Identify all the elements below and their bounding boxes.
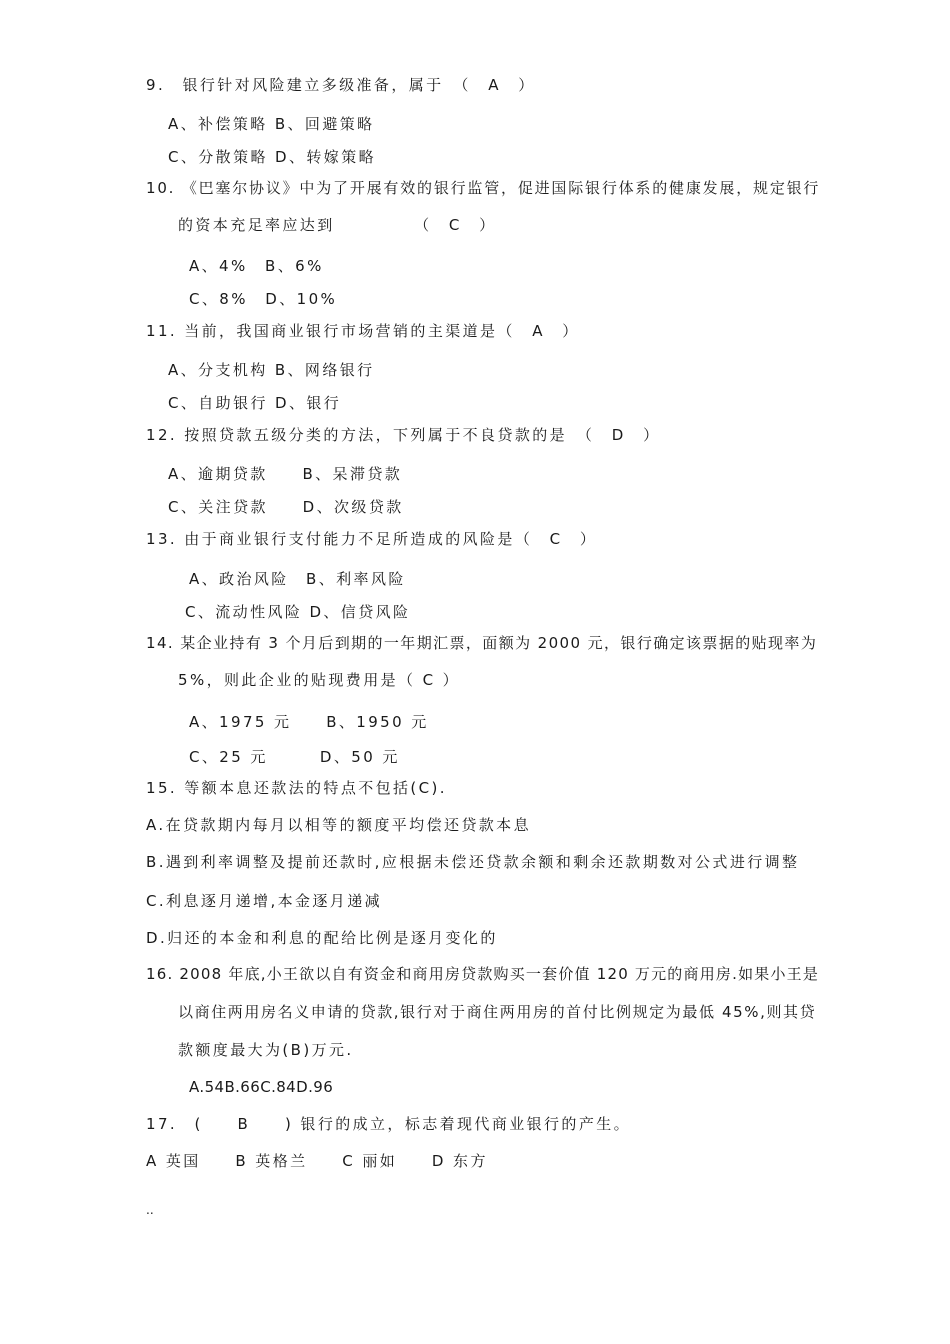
q9-options-cd: C、分散策略 D、转嫁策略 — [168, 148, 376, 166]
question-12: 12. 按照贷款五级分类的方法，下列属于不良贷款的是 （ D ） — [146, 426, 661, 444]
q12-options-cd: C、关注贷款 D、次级贷款 — [168, 498, 404, 516]
question-14: 14. 某企业持有 3 个月后到期的一年期汇票，面额为 2000 元，银行确定该票据的贴现率为 — [146, 634, 818, 652]
q15-option-c: C.利息逐月递增,本金逐月递减 — [146, 892, 383, 910]
q13-options-cd: C、流动性风险 D、信贷风险 — [185, 603, 411, 621]
q9-options-ab: A、补偿策略 B、回避策略 — [168, 115, 375, 133]
q12-options-ab: A、逾期贷款 B、呆滞贷款 — [168, 465, 403, 483]
question-16: 16. 2008 年底,小王欲以自有资金和商用房贷款购买一套价值 120 万元的商用房.如果小王是 — [146, 965, 820, 983]
question-16-cont: 以商住两用房名义申请的贷款,银行对于商住两用房的首付比例规定为最低 45%,则其贷 — [178, 1003, 817, 1021]
footer-mark: .. — [146, 1203, 154, 1217]
question-9: 9. 银行针对风险建立多级准备，属于 （ A ） — [146, 76, 536, 94]
question-16-cont2: 款额度最大为(B)万元. — [178, 1041, 354, 1059]
question-15: 15. 等额本息还款法的特点不包括(C). — [146, 779, 447, 797]
question-10: 10. 《巴塞尔协议》中为了开展有效的银行监管，促进国际银行体系的健康发展，规定银行 — [146, 179, 821, 197]
question-13: 13. 由于商业银行支付能力不足所造成的风险是（ C ） — [146, 530, 598, 548]
question-14-cont: 5%，则此企业的贴现费用是（ C ） — [178, 671, 461, 689]
q17-options: A 英国 B 英格兰 C 丽如 D 东方 — [146, 1152, 488, 1170]
question-17: 17. ( B ) 银行的成立，标志着现代商业银行的产生。 — [146, 1115, 632, 1133]
q15-option-a: A.在贷款期内每月以相等的额度平均偿还贷款本息 — [146, 816, 531, 834]
q10-options-ab: A、4% B、6% — [189, 257, 324, 275]
q14-options-ab: A、1975 元 B、1950 元 — [189, 713, 429, 731]
q15-option-b: B.遇到利率调整及提前还款时,应根据未偿还贷款余额和剩余还款期数对公式进行调整 — [146, 853, 800, 871]
q15-option-d: D.归还的本金和利息的配给比例是逐月变化的 — [146, 929, 498, 947]
q10-options-cd: C、8% D、10% — [189, 290, 338, 308]
question-11: 11. 当前，我国商业银行市场营销的主渠道是（ A ） — [146, 322, 580, 340]
q14-options-cd: C、25 元 D、50 元 — [189, 748, 400, 766]
q13-options-ab: A、政治风险 B、利率风险 — [189, 570, 406, 588]
q16-options: A.54B.66C.84D.96 — [189, 1078, 334, 1096]
q11-options-cd: C、自助银行 D、银行 — [168, 394, 342, 412]
q11-options-ab: A、分支机构 B、网络银行 — [168, 361, 375, 379]
question-10-cont: 的资本充足率应达到 （ C ） — [178, 216, 497, 234]
